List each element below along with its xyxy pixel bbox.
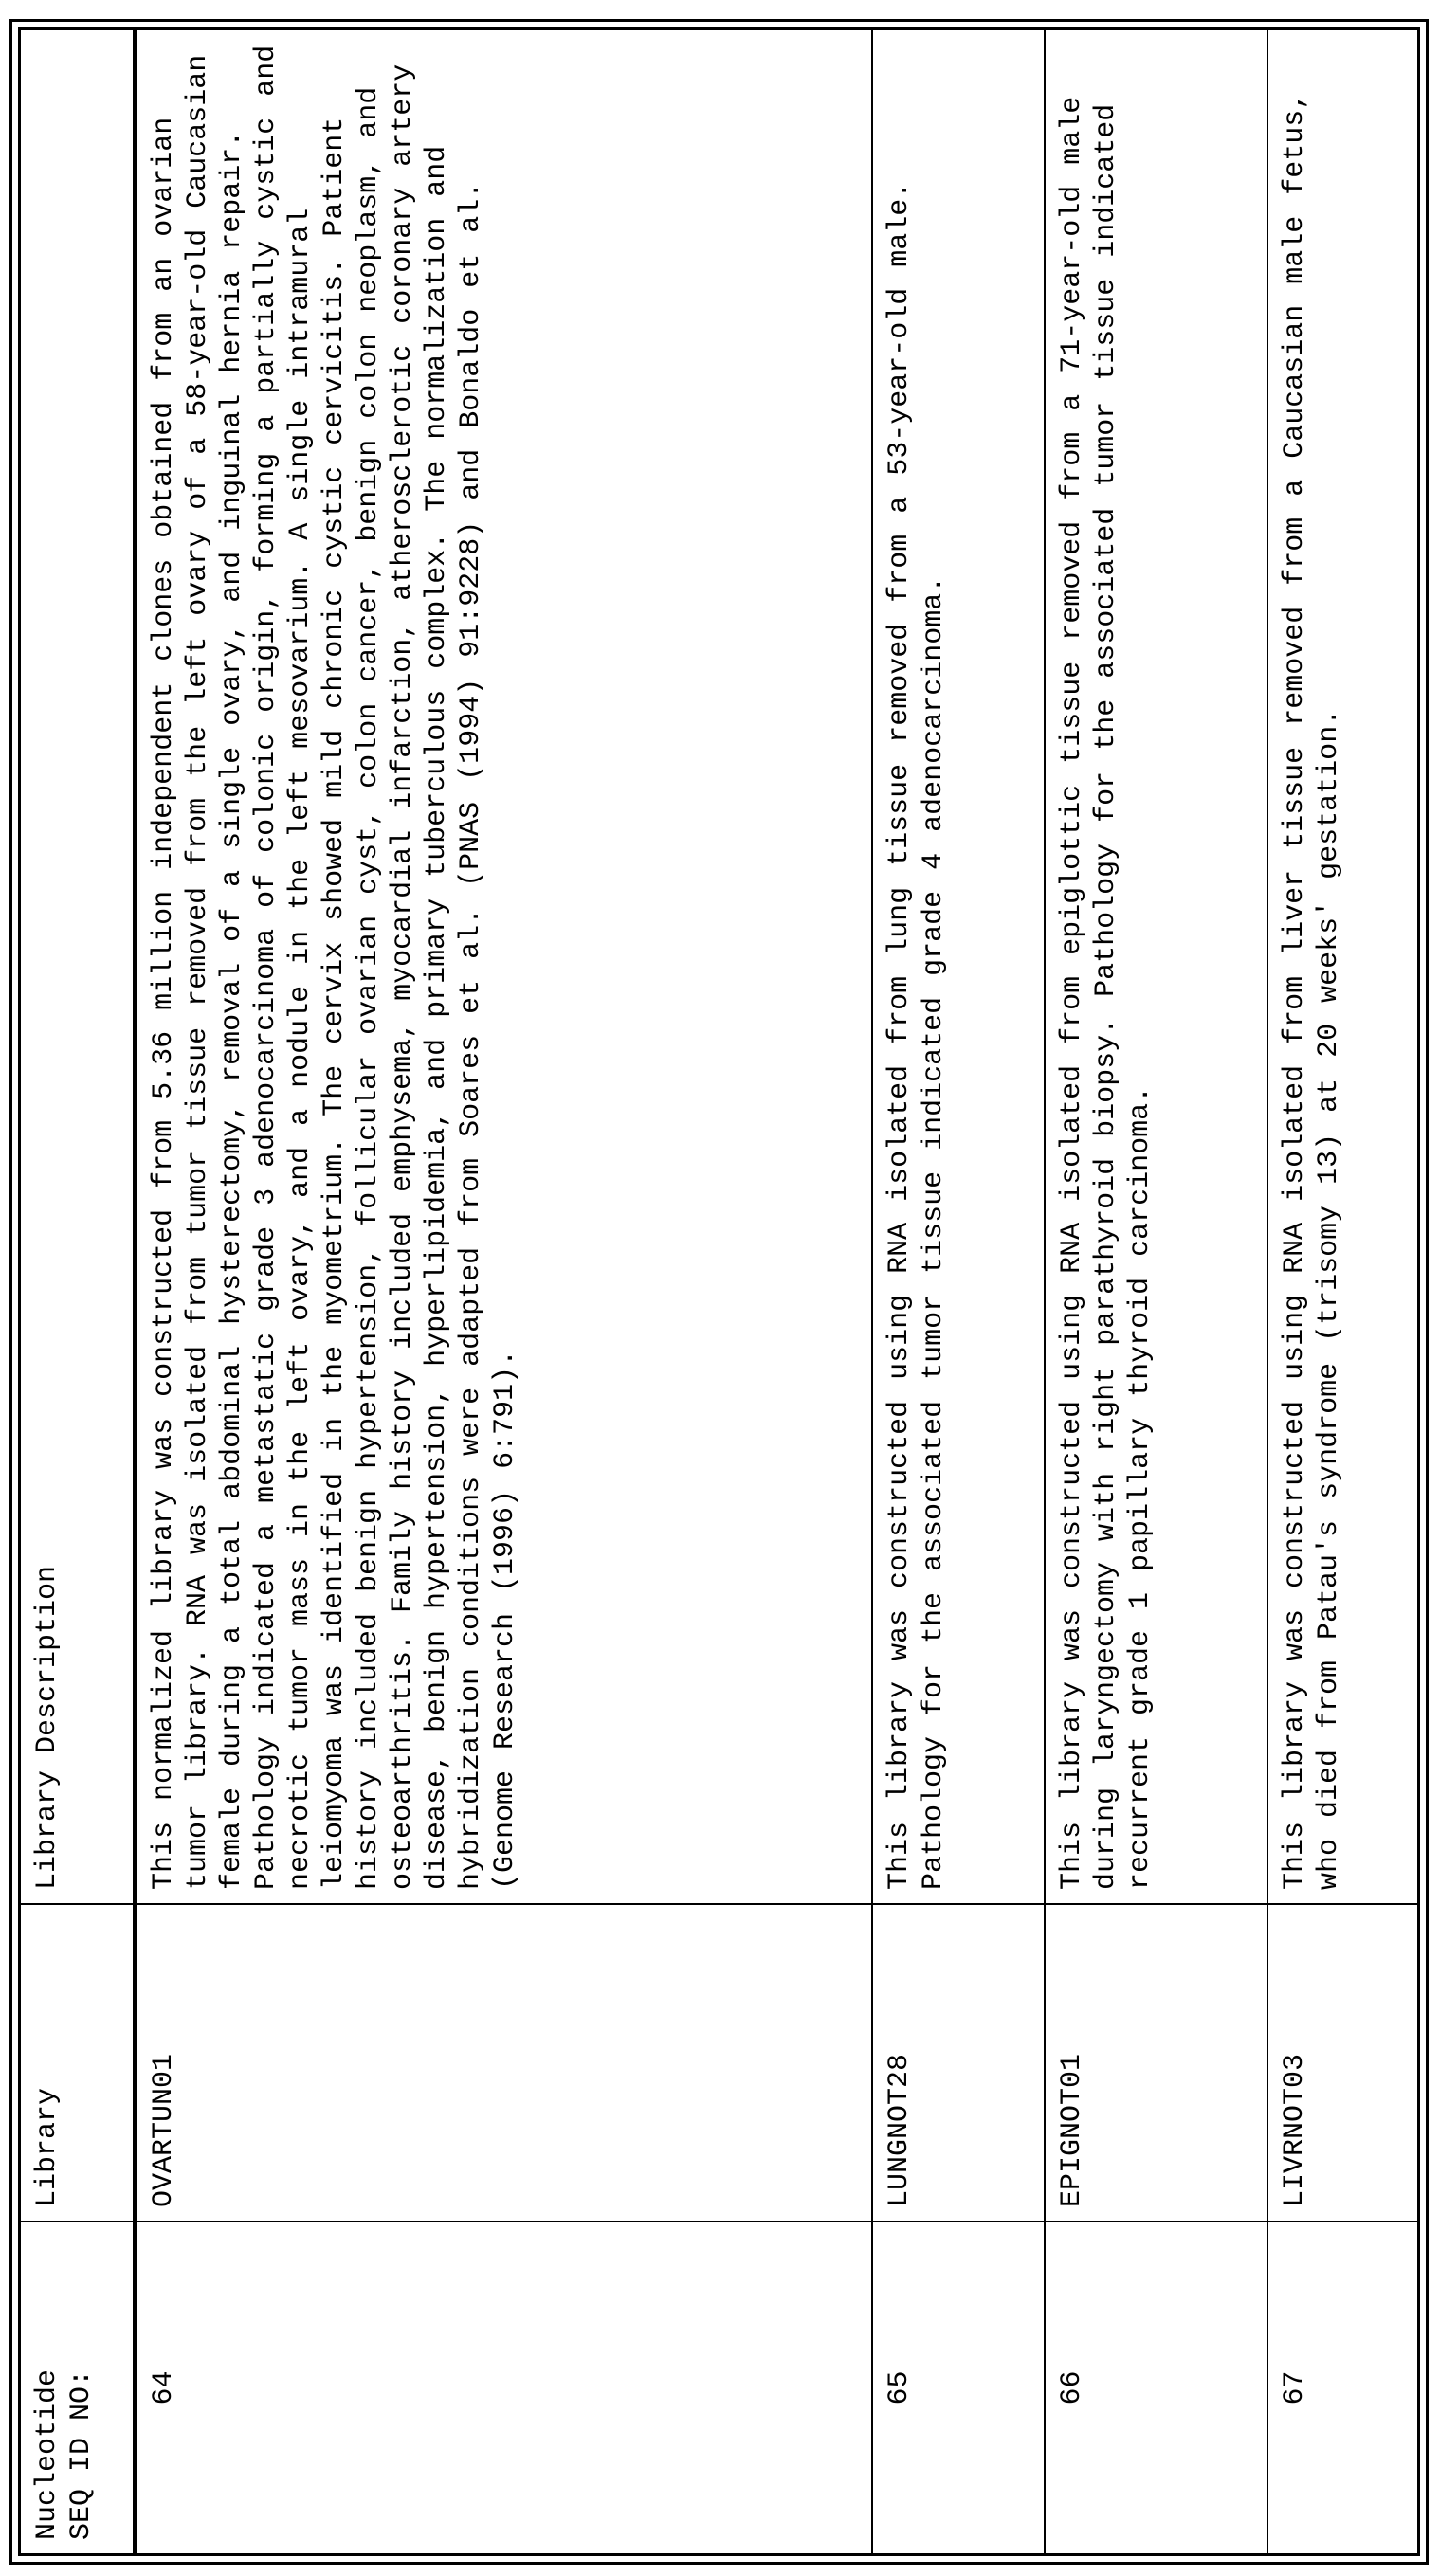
seq-id-cell: 64: [135, 2222, 872, 2553]
table-header-row: [21, 30, 135, 2553]
seq-id-cell: 67: [1267, 2222, 1419, 2553]
table-row: [135, 30, 872, 2553]
library-cell: EPIGNOT01: [1045, 1904, 1267, 2222]
library-cell: LUNGNOT28: [872, 1904, 1045, 2222]
seq-id-cell: 66: [1045, 2222, 1267, 2553]
table-outer-border: [9, 19, 1429, 2565]
table-row: [1267, 30, 1419, 2553]
header-library: Library: [21, 1904, 135, 2222]
header-library-description: Library Description: [21, 30, 135, 1904]
description-cell: This library was constructed using RNA isolated from lung tissue removed from a 53-year-old male. Pathology for the associated tumor tissue indicated grade 4 adenocarcinoma.: [872, 30, 1045, 1904]
library-cell: OVARTUN01: [135, 1904, 872, 2222]
description-cell: This library was constructed using RNA isolated from epiglottic tissue removed from a 71-year-old male during laryngectomy with right parathyroid biopsy. Pathology for the associated tumor tissue indicated recurrent grade 1 papillary thyroid carcinoma.: [1045, 30, 1267, 1904]
description-cell: This normalized library was constructed from 5.36 million independent clones obtained from an ovarian tumor library. RNA was isolated from tumor tissue removed from the left ovary of a 58-year-old Caucasian female during a total abdominal hysterectomy, removal of a single ovary, and inguinal hernia repair. Pathology indicated a metastatic grade 3 adenocarcinoma of colonic origin, forming a partially cystic and necrotic tumor mass in the left ovary, and a nodule in the left mesovarium. A single intramural leiomyoma was identified in the myometrium. The cervix showed mild chronic cystic cervicitis. Patient history included benign hypertension, follicular ovarian cyst, colon cancer, benign colon neoplasm, and osteoarthritis. Family history included emphysema, myocardial infarction, atherosclerotic coronary artery disease, benign hypertension, hyperlipidemia, and primary tuberculous complex. The normalization and hybridization conditions were adapted from Soares et al. (PNAS (1994) 91:9228) and Bonaldo et al. (Genome Research (1996) 6:791).: [135, 30, 872, 1904]
table-inner-border: [18, 27, 1420, 2556]
library-description-table: [21, 30, 1419, 2553]
description-cell: This library was constructed using RNA isolated from liver tissue removed from a Caucasian male fetus, who died from Patau's syndrome (trisomy 13) at 20 weeks' gestation.: [1267, 30, 1419, 1904]
header-seq-id: Nucleotide SEQ ID NO:: [21, 2222, 135, 2553]
seq-id-cell: 65: [872, 2222, 1045, 2553]
table-row: [872, 30, 1045, 2553]
library-cell: LIVRNOT03: [1267, 1904, 1419, 2222]
table-row: [1045, 30, 1267, 2553]
